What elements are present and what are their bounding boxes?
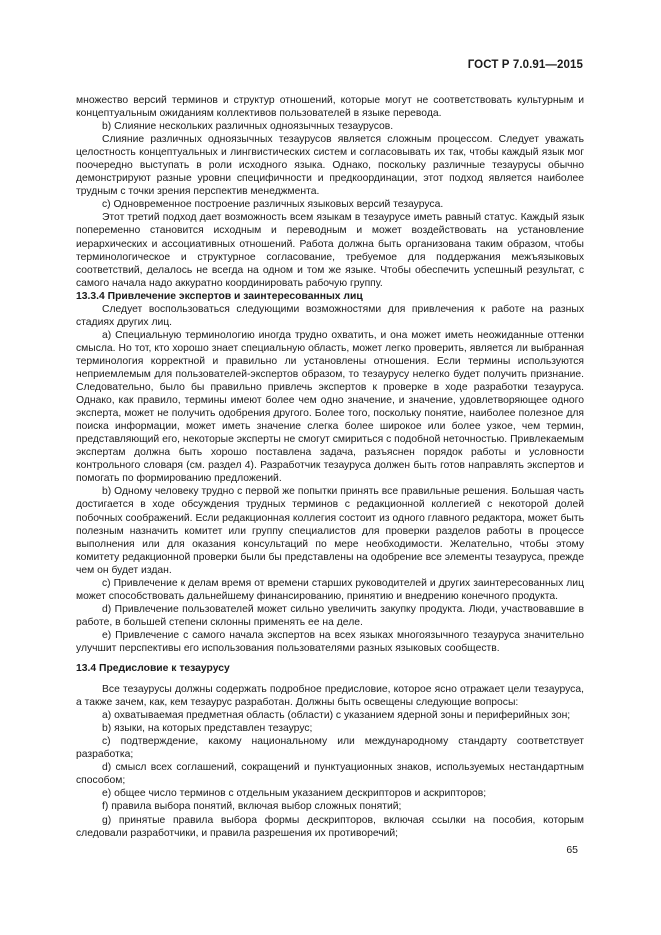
paragraph: Слияние различных одноязычных тезаурусов является сложным процессом. Следует уважать целостность концептуальных и лингвистических систем и согласовывать их так, чтобы каждый язык мог поочередно выступать в роли исходного языка. Однако, поскольку различные тезаурусы обычно демонстрируют разные уровни специфичности и предкоординации, этот подход является наиболее трудным с точки зрения перспектив менеджмента. xyxy=(76,134,584,198)
paragraph: Все тезаурусы должны содержать подробное предисловие, которое ясно отражает цели тезауруса, а также зачем, как, кем тезаурус разработан. Должны быть освещены следующие вопросы: xyxy=(76,684,584,709)
document-header: ГОСТ Р 7.0.91—2015 xyxy=(467,59,583,71)
list-item: e) Привлечение с самого начала экспертов на всех языках многоязычного тезауруса значительно улучшит перспективы его использования пользователями разных языковых сообществ. xyxy=(76,629,584,654)
list-item: a) охватываемая предметная область (области) с указанием ядерной зоны и периферийных зон; xyxy=(102,710,571,722)
document-body xyxy=(76,94,584,840)
paragraph: Следует воспользоваться следующими возможностями для привлечения к работе на разных стадиях других лиц. xyxy=(76,303,584,328)
list-item: c) Одновременное построение различных языковых версий тезауруса. xyxy=(102,199,444,211)
section-heading: 13.4 Предисловие к тезаурусу xyxy=(76,663,230,675)
list-item: b) Слияние нескольких различных одноязычных тезаурусов. xyxy=(102,121,394,133)
section-heading: 13.3.4 Привлечение экспертов и заинтересованных лиц xyxy=(76,290,363,302)
list-item: d) Привлечение пользователей может сильно увеличить закупку продукта. Люди, участвовавшие в работе, в большей степени склонны применять ее на деле. xyxy=(76,603,584,628)
paragraph: множество версий терминов и структур отношений, которые могут не соответствовать культурным и концептуальным ожиданиям коллективов пользователей в языке перевода. xyxy=(76,95,584,120)
list-item: f) правила выбора понятий, включая выбор сложных понятий; xyxy=(102,801,402,813)
list-item: c) подтверждение, какому национальному или международному стандарту соответствует разработка; xyxy=(76,736,584,761)
list-item: e) общее число терминов с отдельным указанием дескрипторов и аскрипторов; xyxy=(102,788,487,800)
paragraph: Этот третий подход дает возможность всем языкам в тезаурусе иметь равный статус. Каждый язык попеременно становится исходным и переводным и может воздействовать на установление иерархических и ассоциативных отношений. Работа должна быть организована таким образом, чтобы терминологическое и структурное согласование, требуемое для поддержания межъязыковых соответствий, делалось не всегда на одном и том же языке. Чтобы обеспечить успешный результат, с самого начала надо аккуратно координировать рабочую группу. xyxy=(76,212,584,289)
list-item: b) Одному человеку трудно с первой же попытки принять все правильные решения. Большая часть достигается в ходе обсуждения трудных терминов с редакционной коллегией с некоторой долей побочных соображений. Если редакционная коллегия состоит из одного главного редактора, может быть полезным назначить комитет или группу специалистов для проверки разделов работы в процессе выполнения или для оказания консультаций по мере необходимости. Желательно, чтобы этому комитету редакционной проверки были бы представлены на одобрение все элементы тезауруса, прежде чем он будет издан. xyxy=(76,486,584,576)
list-item: b) языки, на которых представлен тезаурус; xyxy=(102,723,313,735)
list-item: a) Специальную терминологию иногда трудно охватить, и она может иметь неожиданные оттенки смысла. Но тот, кто хорошо знает специальную область, может легко проверить, является ли выбранная терминология корректной и правильно ли установлены отношения. Если термины используются неприемлемым для пользователей-экспертов образом, то тезаурусу нелегко будет получить признание. Следовательно, было бы правильно привлечь экспертов к проверке в ходе разработки тезауруса. Однако, как правило, термины имеют более чем одно значение, и значение, удовлетворяющее одного эксперта, может не получить одобрения другого. Более того, поскольку понятие, наиболее полезное для поиска информации, может иметь значение слегка более широкое или более узкое, чем термин, представляющий его, некоторые эксперты не смогут смириться с подобной неточностью. Привлекаемым экспертам должна быть хорошо поставлена задача, разъяснен порядок работы и условности контрольного словаря (см. раздел 4). Разработчик тезауруса должен быть готов направлять экспертов и помогать по формированию предложений. xyxy=(76,329,584,485)
list-item: g) принятые правила выбора формы дескрипторов, включая ссылки на пособия, которым следовали разработчики, и правила разрешения их противоречий; xyxy=(76,814,584,839)
list-item: c) Привлечение к делам время от времени старших руководителей и других заинтересованных лиц может способствовать дальнейшему финансированию, принятию и внедрению конечного продукта. xyxy=(76,577,584,602)
page-number: 65 xyxy=(566,844,578,856)
list-item: d) смысл всех соглашений, сокращений и пунктуационных знаков, используемых нестандартным способом; xyxy=(76,762,584,787)
